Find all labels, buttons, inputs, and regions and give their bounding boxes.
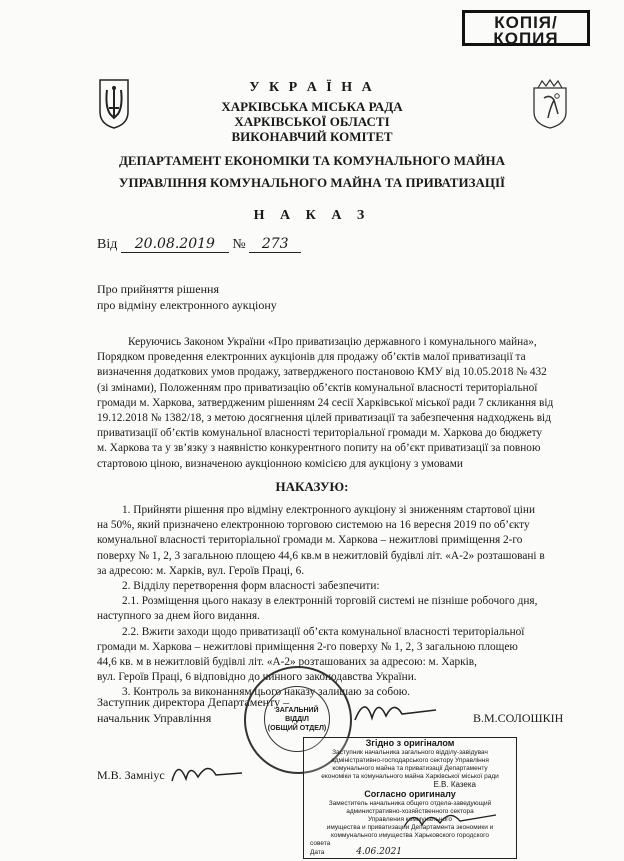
- number-prefix: №: [232, 237, 246, 252]
- signer-name: В.М.СОЛОШКІН: [473, 711, 564, 725]
- executor-name: М.В. Замніус: [97, 768, 165, 782]
- order-items: [97, 503, 597, 701]
- preamble: [97, 335, 597, 472]
- directorate-heading: УПРАВЛІННЯ КОМУНАЛЬНОГО МАЙНА ТА ПРИВАТИЗАЦІЇ: [118, 175, 506, 190]
- copy-stamp-line-ru: КОПИЯ: [493, 29, 559, 48]
- order-item-line: 3. Контроль за виконанням цього наказу залишаю за собою.: [122, 686, 410, 699]
- stamp-signer: Е.В. Казека: [433, 780, 476, 789]
- preamble-line: Порядком проведення електронних аукціонів для продажу об’єктів малої приватизації та: [97, 351, 526, 364]
- order-title: Н А К А З: [253, 208, 371, 223]
- order-item-line: комунальної власності територіальної громади м. Харкова – нежитлові приміщення 2-го: [97, 534, 523, 547]
- preamble-line: 19.12.2018 № 1382/18, з метою досягнення цілей приватизації та забезпечення надходжень від: [97, 412, 551, 425]
- order-item-line: 2. Відділу перетворення форм власності забезпечити:: [122, 580, 380, 593]
- department-heading: ДЕПАРТАМЕНТ ЕКОНОМІКИ ТА КОМУНАЛЬНОГО МАЙНА: [118, 153, 506, 168]
- region-heading: ХАРКІВСЬКОЇ ОБЛАСТІ: [234, 114, 390, 129]
- director-signature: [350, 690, 440, 730]
- order-item-line: за адресою: м. Харків, вул. Героїв Праці, 6.: [97, 564, 305, 577]
- order-item-line: 2.2. Вжити заходи щодо приватизації об’єкта комунальної власності територіальної: [122, 625, 525, 638]
- order-number: 273: [249, 236, 301, 253]
- stamp-date-label: Дата: [310, 849, 325, 856]
- seal-line: ВІДДІЛ: [285, 715, 309, 723]
- country-heading: У К Р А Ї Н А: [249, 80, 375, 95]
- stamp-council-label: совета: [310, 840, 331, 847]
- seal-line: (ОБЩИЙ ОТДЕЛ): [267, 724, 327, 732]
- executor-signature: [168, 755, 248, 789]
- stamp-title-ru: Согласно оригиналу: [364, 789, 456, 799]
- order-item-line: 44,6 кв. м в нежитловій будівлі літ. «А-2» розташованих за адресою: м. Харків,: [97, 656, 477, 669]
- stamp-line: комунального майна та приватизації Департаменту: [332, 765, 488, 772]
- signer-position-line-2: начальник Управління: [97, 711, 212, 725]
- signer-position-line-1: Заступник директора Департаменту –: [97, 695, 290, 709]
- date-prefix: Від: [97, 237, 118, 252]
- seal-line: ЗАГАЛЬНИЙ: [275, 706, 319, 714]
- stamp-title-ua: Згідно з оригіналом: [365, 738, 455, 748]
- preamble-line: м. Харкова та у зв’язку з наявністю конкурентного попиту на об’єкт приватизації за повною: [97, 442, 541, 455]
- copy-stamp: [462, 10, 590, 46]
- preamble-line: (зі змінами), Положенням про приватизацію об’єктів комунальної власності територіальної: [97, 381, 538, 394]
- subject-line-2: про відміну електронного аукціону: [97, 298, 277, 312]
- stamp-line: економіки та комунального майна Харківської міської ради: [321, 773, 499, 780]
- orders-heading: НАКАЗУЮ:: [275, 479, 349, 494]
- stamp-date-value: 4.06.2021: [356, 847, 403, 857]
- preamble-line: приватизації об’єктів комунальної власності територіальної громади м. Харкова до бюджету: [97, 427, 543, 440]
- preamble-line: стартовою ціною, визначеною аукціонною комісією для аукціону з умовами: [97, 457, 463, 470]
- order-item-line: громади м. Харкова – нежитлові приміщення 2-го поверху № 1, 2, 3 загальною площею: [97, 640, 518, 653]
- order-item-line: 1. Прийняти рішення про відміну електронного аукціону зі зниженням стартової ціни: [122, 504, 536, 516]
- preamble-line: Керуючись Законом України «Про приватизацію державного і комунального майна»,: [128, 336, 537, 348]
- order-item-line: наступного за днем його видання.: [97, 610, 260, 623]
- council-heading: ХАРКІВСЬКА МІСЬКА РАДА: [221, 99, 403, 114]
- preamble-line: громади м. Харкова, затвердженим рішенням 24 сесії Харківської міської ради 7 скликання від: [97, 396, 554, 409]
- stamp-line: имущества и приватизации Департамента экономики и: [326, 824, 494, 831]
- copy-stamp-line-ua: КОПІЯ/: [494, 13, 558, 32]
- order-item-line: 2.1. Розміщення цього наказу в електронній торговій системі не пізніше робочого дня,: [122, 595, 538, 608]
- order-date: 20.08.2019: [121, 236, 229, 253]
- stamp-date-row: [304, 848, 516, 857]
- stamp-line: коммунального имущества Харьковского городского: [330, 832, 489, 839]
- stamp-line: административно-хозяйственного сектора: [346, 808, 474, 815]
- stamp-line: Заместитель начальника общего отдела-заведующий: [328, 800, 492, 807]
- order-item-line: вул. Героїв Праці, 6 відповідно до чинного законодавства України.: [97, 671, 417, 684]
- stamp-signature: [400, 805, 500, 835]
- certification-stamp: [303, 737, 517, 859]
- order-item-line: на 50%, який призначено електронною торговою системою на 16 вересня 2019 по об’єкту: [97, 519, 530, 532]
- stamp-line: адміністративно-господарського сектору Управління: [331, 757, 489, 764]
- order-date-line: [97, 236, 301, 253]
- stamp-line: Заступник начальника загального відділу-завідувач: [332, 749, 488, 756]
- subject-line-1: Про прийняття рішення: [97, 282, 219, 296]
- preamble-line: визначення додаткових умов продажу, затвердженого постановою КМУ від 10.05.2018 № 432: [97, 366, 547, 379]
- stamp-line: Управления коммунального: [367, 816, 453, 823]
- committee-heading: ВИКОНАВЧИЙ КОМІТЕТ: [231, 129, 393, 144]
- order-item-line: поверху № 1, 2, 3 загальною площею 44,6 кв.м в нежитловій будівлі літ. «А-2» розташовані в: [97, 549, 545, 562]
